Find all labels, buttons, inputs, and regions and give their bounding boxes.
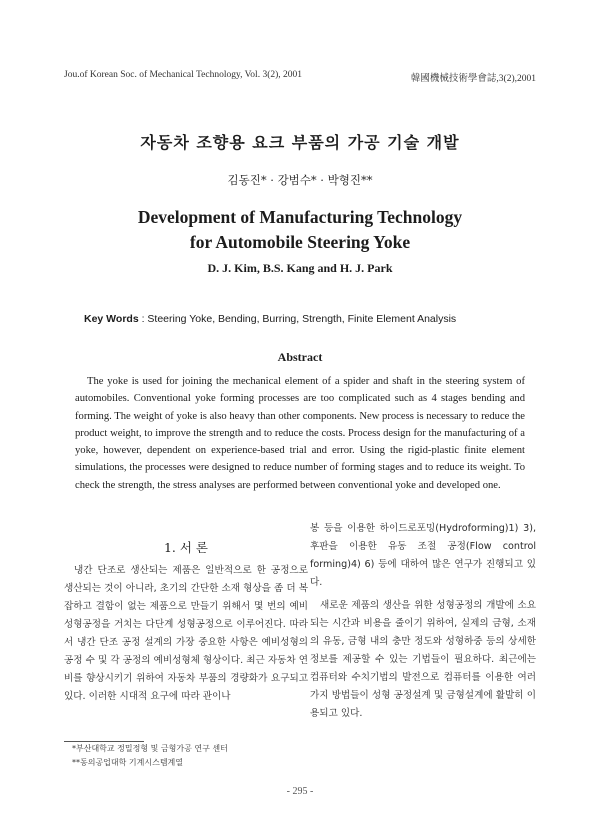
intro-left-paragraph: 냉간 단조로 생산되는 제품은 일반적으로 한 공정으로 생산되는 것이 아니라, 초기의 간단한 소재 형상을 좀 더 복잡하고 결함이 없는 제품으로 만들기 위해서 몇 번의 예비성형공정을 거치는 다단계 성형공정으로 이루어진다. 따라서 냉간 단조 공정 설계의 가장 중요한 사항은 예비성형의 공정 수 및 각 공정의 예비성형체 형상이다. 최근 자동차 연비를 향상시키기 위하여 자동차 부품의 경량화가 요구되고 있다. 이러한 시대적 요구에 따라 관이나 xyxy=(64,565,308,702)
english-title-line2: for Automobile Steering Yoke xyxy=(189,232,411,252)
abstract-heading: Abstract xyxy=(277,350,323,364)
footnote-2: **동의공업대학 기계시스템계열 xyxy=(72,758,184,767)
footnote-rule xyxy=(64,741,144,742)
english-title-line1: Development of Manufacturing Technology xyxy=(137,207,463,227)
korean-title: 자동차 조향용 요크 부품의 가공 기술 개발 xyxy=(140,133,460,152)
keywords-text: : Steering Yoke, Bending, Burring, Strength, Finite Element Analysis xyxy=(138,313,457,325)
english-title xyxy=(0,205,600,255)
intro-right-paragraph-1: 봉 등을 이용한 하이드로포밍(Hydroforming)1) 3), 후판을 이용한 유동 조절 공정(Flow control forming)4) 6) 등에 대하여 많은 연구가 진행되고 있다. xyxy=(310,523,536,588)
running-head-left: Jou.of Korean Soc. of Mechanical Technology, Vol. 3(2), 2001 xyxy=(64,70,303,80)
page-number: - 295 - xyxy=(286,786,314,797)
english-authors: D. J. Kim, B.S. Kang and H. J. Park xyxy=(207,261,393,275)
footnote-1: *부산대학교 정밀정형 및 금형가공 연구 센터 xyxy=(72,744,228,753)
section-heading: 1. 서 론 xyxy=(163,540,209,555)
keywords-label: Key Words xyxy=(84,313,139,325)
intro-right-paragraph-2: 새로운 제품의 생산을 위한 성형공정의 개발에 소요되는 시간과 비용을 줄이기 위하여, 실제의 금형, 소재의 유동, 금형 내의 충만 정도와 성형하중 등의 상세한 정보를 제공할 수 있는 기법들이 필요하다. 최근에는 컴퓨터와 수치기법의 발전으로 컴퓨터를 이용한 여러 가지 방법들이 성형 공정설계 및 금형설계에 활발히 이용되고 있다. xyxy=(310,600,536,719)
running-head-right: 韓國機械技術學會誌,3(2),2001 xyxy=(410,74,536,84)
abstract-body: The yoke is used for joining the mechanical element of a spider and shaft in the steering system of automobiles. Conventional yoke forming processes are too complicated such as 4 stages bending and forming. The weight of yoke is also heavy than other components. New process is necessary to reduce the product weight, to improve the strength and to reduce the costs. Process design for the manufacturing of a yoke, however, dependent on experience-based trial and error. Using the rigid-plastic finite element simulations, the processes were designed to reduce number of forming stages and to reduce its weight. To check the strength, the stress analyses are performed between conventional yoke and developed one. xyxy=(75,376,525,491)
keywords xyxy=(84,313,456,325)
korean-authors: 김동진* · 강범수* · 박형진** xyxy=(227,173,373,187)
